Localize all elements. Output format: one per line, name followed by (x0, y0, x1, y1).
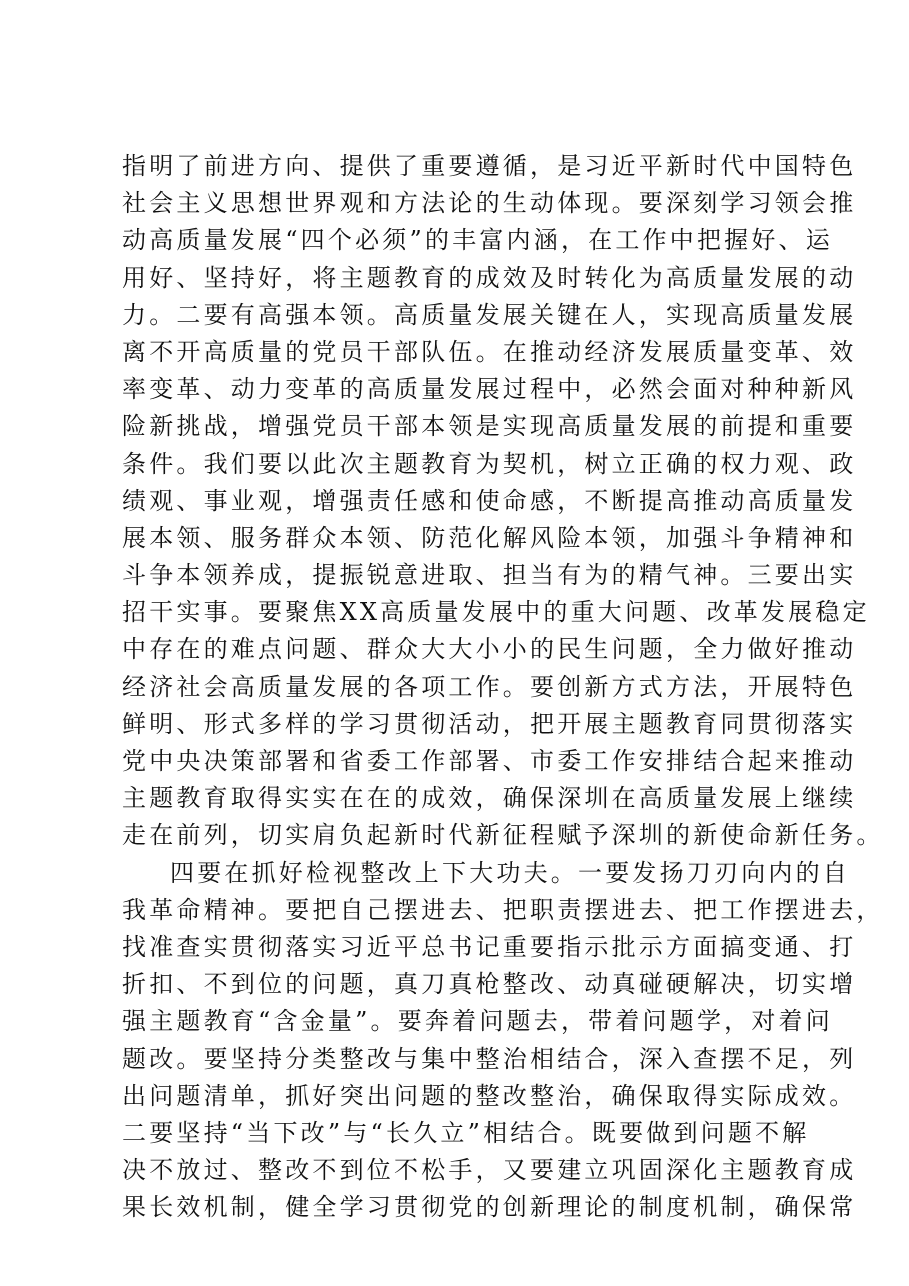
text-line: 果长效机制，健全学习贯彻党的创新理论的制度机制，确保常 (122, 1193, 857, 1222)
text-line: 鲜明、形式多样的学习贯彻活动，把开展主题教育同贯彻落实 (122, 709, 857, 738)
text-line: 条件。我们要以此次主题教育为契机，树立正确的权力观、政 (122, 449, 857, 478)
text-line: 我革命精神。要把自己摆进去、把职责摆进去、把工作摆进去， (122, 895, 884, 924)
text-line: 斗争本领养成，提振锐意进取、担当有为的精气神。三要出实 (122, 561, 857, 590)
text-line: 出问题清单，抓好突出问题的整改整治，确保取得实际成效。 (122, 1081, 857, 1110)
text-line: 离不开高质量的党员干部队伍。在推动经济发展质量变革、效 (122, 337, 857, 366)
text-line: 力。二要有高强本领。高质量发展关键在人，实现高质量发展 (122, 300, 857, 329)
text-line: 指明了前进方向、提供了重要遵循，是习近平新时代中国特色 (122, 152, 857, 180)
text-line: 社会主义思想世界观和方法论的生动体现。要深刻学习领会推 (122, 189, 857, 218)
text-line: 折扣、不到位的问题，真刀真枪整改、动真碰硬解决，切实增 (122, 970, 857, 999)
text-line: 动高质量发展“四个必须”的丰富内涵，在工作中把握好、运 (122, 226, 833, 255)
text-line: 强主题教育“含金量”。要奔着问题去，带着问题学，对着问 (122, 1007, 833, 1036)
text-line: 险新挑战，增强党员干部本领是实现高质量发展的前提和重要 (122, 412, 857, 441)
text-line: 题改。要坚持分类整改与集中整治相结合，深入查摆不足，列 (122, 1044, 857, 1073)
text-line: 中存在的难点问题、群众大大小小的民生问题，全力做好推动 (122, 635, 857, 664)
text-line: 绩观、事业观，增强责任感和使命感，不断提高推动高质量发 (122, 486, 857, 515)
text-line: 决不放过、整改不到位不松手，又要建立巩固深化主题教育成 (122, 1156, 857, 1185)
paragraph-start-line: 四要在抓好检视整改上下大功夫。一要发扬刀刃向内的自 (170, 858, 850, 887)
document-body (122, 148, 884, 1226)
text-line: 找准查实贯彻落实习近平总书记重要指示批示方面搞变通、打 (122, 932, 857, 961)
text-line: 走在前列，切实肩负起新时代新征程赋予深圳的新使命新任务。 (122, 821, 884, 850)
text-line: 党中央决策部署和省委工作部署、市委工作安排结合起来推动 (122, 747, 857, 775)
text-line: 经济社会高质量发展的各项工作。要创新方式方法，开展特色 (122, 672, 857, 701)
text-line: 展本领、服务群众本领、防范化解风险本领，加强斗争精神和 (122, 523, 857, 552)
text-line: 率变革、动力变革的高质量发展过程中，必然会面对种种新风 (122, 375, 857, 404)
text-line: 用好、坚持好，将主题教育的成效及时转化为高质量发展的动 (122, 263, 857, 292)
text-line: 主题教育取得实实在在的成效，确保深圳在高质量发展上继续 (122, 784, 857, 813)
text-line: 招干实事。要聚焦XX高质量发展中的重大问题、改革发展稳定 (122, 598, 870, 627)
text-line: 二要坚持“当下改”与“长久立”相结合。既要做到问题不解 (122, 1118, 810, 1147)
